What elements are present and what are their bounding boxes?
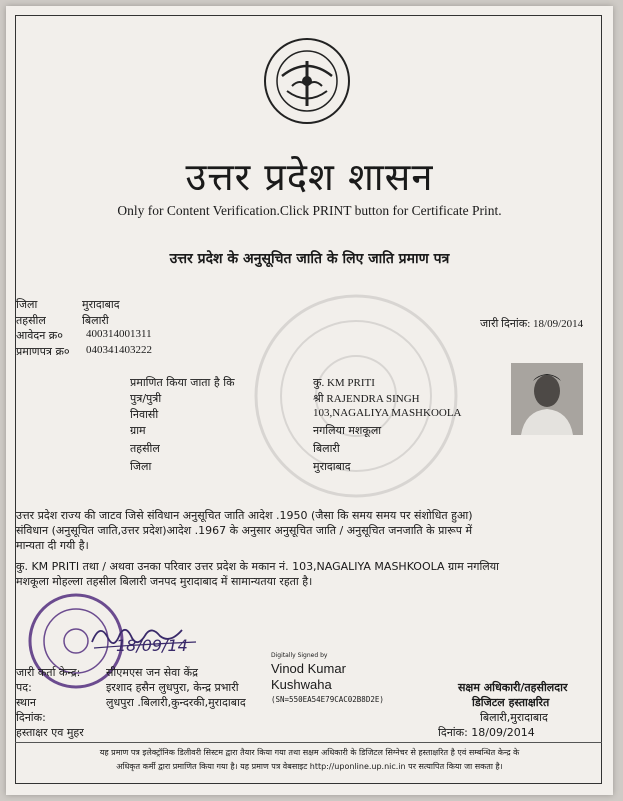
applicant-photo <box>511 363 583 435</box>
digital-signer-name-line2: Kushwaha <box>271 677 332 692</box>
authority-title: सक्षम अधिकारी/तहसीलदार <box>458 681 568 694</box>
avedan-label: आवेदन क्र० <box>16 329 63 342</box>
niwasi-label: निवासी <box>130 408 159 421</box>
verification-note: Only for Content Verification.Click PRINT button for Certificate Print. <box>117 203 502 218</box>
authority-location: बिलारी,मुरादाबाद <box>480 711 548 724</box>
caste-paragraph-line: उत्तर प्रदेश राज्य की जाटव जिसे संविधान अनुसूचित जाति आदेश .1950 (जैसा कि समय समय पर संशोधित हुआ) <box>16 509 473 522</box>
certificate-page <box>6 6 613 795</box>
certificate-heading: उत्तर प्रदेश के अनुसूचित जाति के लिए जाति प्रमाण पत्र <box>169 251 450 267</box>
up-government-emblem-icon <box>262 36 352 126</box>
handwritten-date: 18/09/14 <box>116 636 188 655</box>
sthan-value: लुधपुरा .बिलारी,कुन्दरकी,मुरादाबाद <box>106 696 246 709</box>
authority-date: दिनांक: 18/09/2014 <box>438 726 535 739</box>
dinank-label: दिनांक: <box>16 711 46 724</box>
footer-line: यह प्रमाण पत्र इलेक्ट्रॉनिक डिलीवरी सिस्टम द्वारा तैयार किया गया तथा सक्षम अधिकारी के डिजिटल सिग्नेचर से हस्ताक्षरित है एवं सम्बन्धित केन्द्र के <box>99 748 520 757</box>
jari-dinank: जारी दिनांक: 18/09/2014 <box>480 318 584 330</box>
caste-paragraph <box>16 508 601 553</box>
detail-jila-value: मुरादाबाद <box>313 460 351 473</box>
footer-divider <box>15 742 602 743</box>
pad-value: इरशाद हसैन लुधपुरा, केन्द्र प्रभारी <box>106 681 239 694</box>
person-name: कु. KM PRITI <box>313 377 375 389</box>
avedan-number: 400314001311 <box>86 328 152 340</box>
certify-intro: प्रमाणित किया जाता है कि <box>130 376 235 389</box>
hastakshar-label: हस्ताक्षर एव मुहर <box>16 726 84 739</box>
tehsil-value: बिलारी <box>82 314 109 327</box>
detail-tehsil-value: बिलारी <box>313 442 340 455</box>
detail-tehsil-label: तहसील <box>130 442 160 455</box>
caste-paragraph-line: संविधान (अनुसूचित जाति,उत्तर प्रदेश)आदेश .1967 के अनुसार अनुसूचित जाति / अनुसूचित जनजाति के प्रारूप में <box>16 524 473 537</box>
residence-paragraph-line: मशकूला मोहल्ला तहसील बिलारी जनपद मुरादाबाद में सामान्यतया रहता है। <box>16 575 313 588</box>
kendra-value: सीएमएस जन सेवा केंद्र <box>106 666 198 679</box>
kendra-label: जारी कर्ता केन्द्र: <box>16 666 81 679</box>
digital-signer-name-line1: Vinod Kumar <box>271 661 346 676</box>
footer-line: अधिकृत कर्मी द्वारा प्रमाणित किया गया है। यह प्रमाण पत्र वेबसाइट http://uponline.up.nic.in पर सत्यापित किया जा सकता है। <box>116 762 503 771</box>
digital-serial-number: (SN=550EA54E79CAC02B8D2E) <box>271 695 384 704</box>
digital-signed-by-label: Digitally Signed by <box>271 652 328 659</box>
praman-label: प्रमाणपत्र क्र० <box>16 345 70 358</box>
detail-jila-label: जिला <box>130 460 152 473</box>
relation-value: श्री RAJENDRA SINGH <box>313 393 420 405</box>
page-title: उत्तर प्रदेश शासन <box>185 155 434 199</box>
sthan-label: स्थान <box>16 696 37 709</box>
jila-value: मुरादाबाद <box>82 298 120 311</box>
footer-note <box>20 746 599 774</box>
pad-label: पद: <box>16 681 32 694</box>
tehsil-label: तहसील <box>16 314 46 327</box>
relation-label: पुत्र/पुत्री <box>130 392 162 405</box>
gram-label: ग्राम <box>130 424 146 437</box>
praman-number: 040341403222 <box>86 344 152 356</box>
residence-paragraph <box>16 559 601 589</box>
gram-value: नगलिया मशकूला <box>313 424 382 437</box>
authority-digital: डिजिटल हस्ताक्षरित <box>472 696 550 709</box>
residence-paragraph-line: कु. KM PRITI तथा / अथवा उनका परिवार उत्तर प्रदेश के मकान नं. 103,NAGALIYA MASHKOOLA ग्राम नगलिया <box>16 560 499 573</box>
jila-label: जिला <box>16 298 38 311</box>
niwasi-value: 103,NAGALIYA MASHKOOLA <box>313 407 462 419</box>
caste-paragraph-line: मान्यता दी गयी है। <box>16 539 89 552</box>
